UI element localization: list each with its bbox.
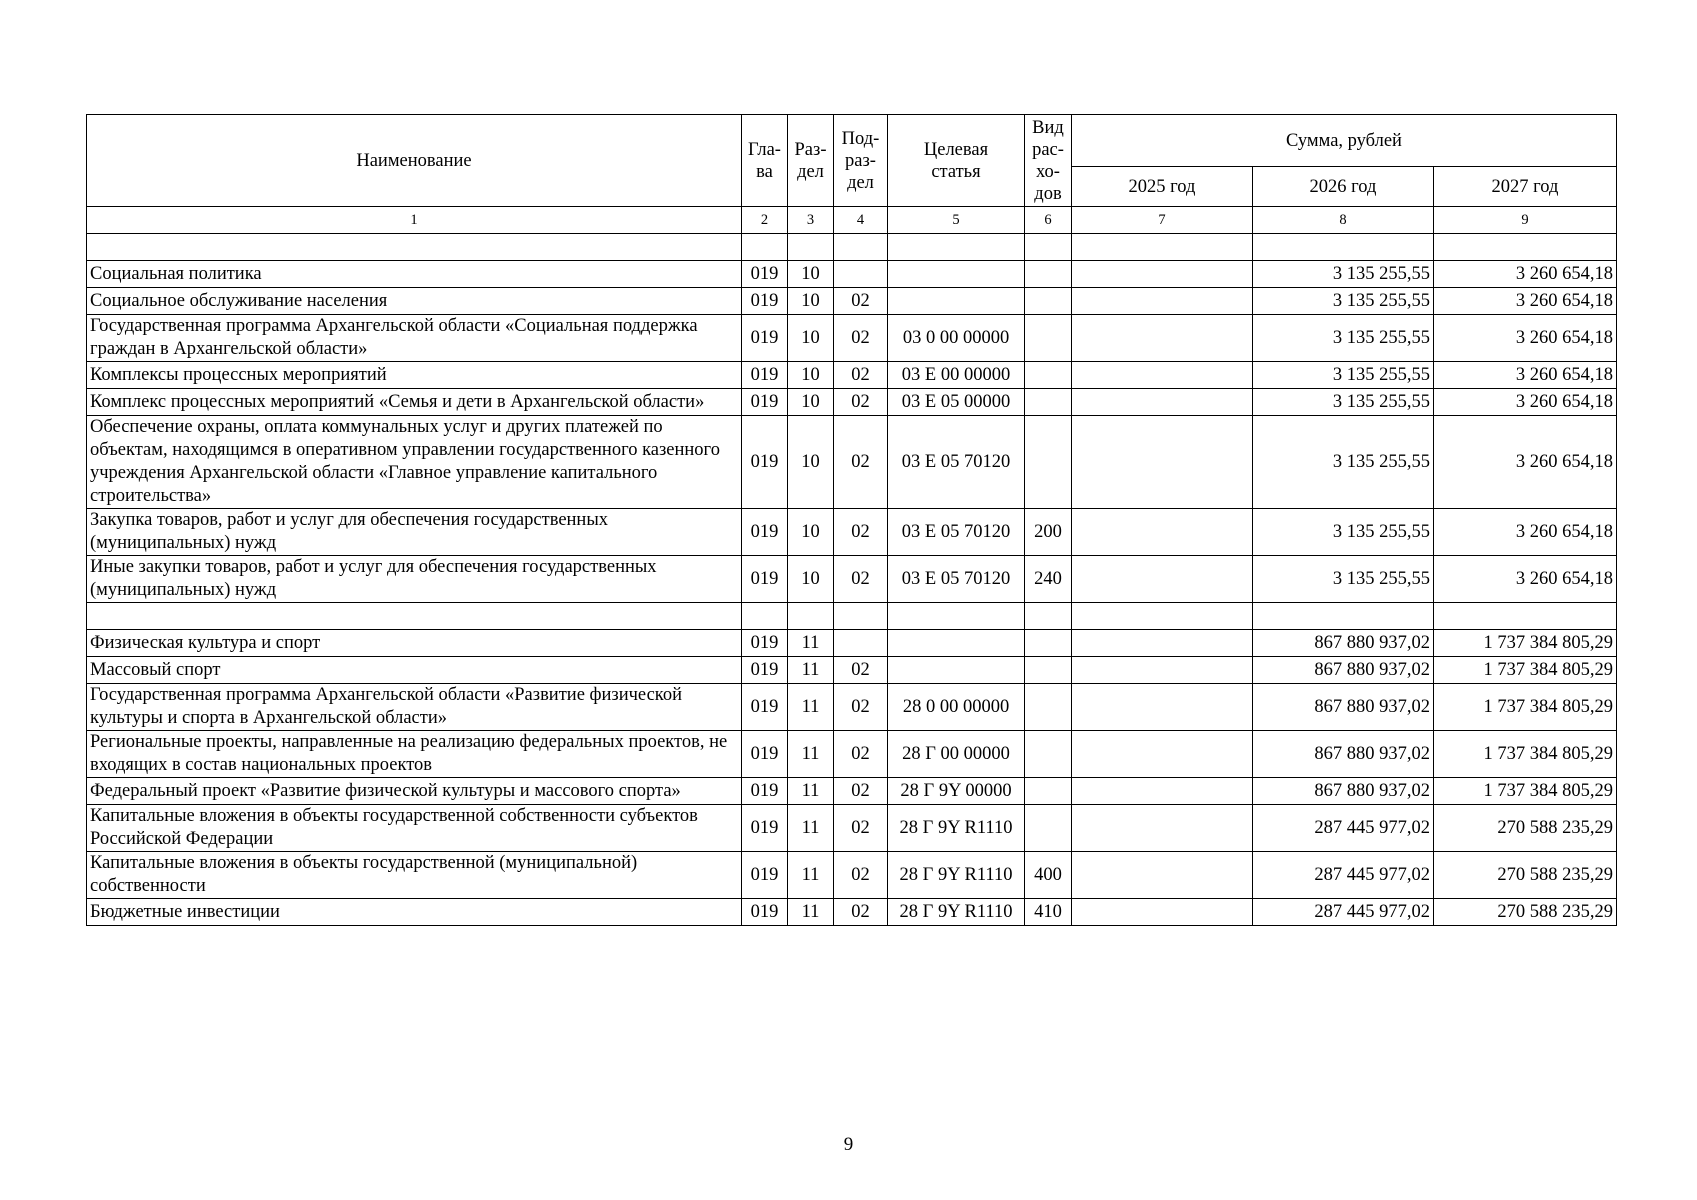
table-row	[87, 389, 1617, 416]
cell-name: Закупка товаров, работ и услуг для обеспечения государственных (муниципальных) нужд	[87, 509, 742, 556]
cell-razdel	[788, 234, 834, 261]
table-row	[87, 731, 1617, 778]
cell-2027	[1434, 234, 1617, 261]
cell-vid	[1025, 805, 1072, 852]
cell-2027: 3 260 654,18	[1434, 261, 1617, 288]
cell-glava: 019	[742, 288, 788, 315]
column-number: 6	[1025, 207, 1072, 234]
cell-glava: 019	[742, 416, 788, 509]
cell-podrazdel: 02	[834, 362, 888, 389]
cell-razdel: 10	[788, 261, 834, 288]
empty-row	[87, 234, 1617, 261]
cell-glava: 019	[742, 805, 788, 852]
cell-2026: 3 135 255,55	[1253, 509, 1434, 556]
cell-celevaya	[888, 234, 1025, 261]
cell-razdel: 10	[788, 416, 834, 509]
cell-name: Социальная политика	[87, 261, 742, 288]
table-row	[87, 556, 1617, 603]
cell-2025	[1072, 805, 1253, 852]
cell-name: Комплексы процессных мероприятий	[87, 362, 742, 389]
cell-podrazdel: 02	[834, 731, 888, 778]
cell-razdel	[788, 603, 834, 630]
cell-name: Региональные проекты, направленные на реализацию федеральных проектов, не входящих в состав национальных проектов	[87, 731, 742, 778]
cell-celevaya: 03 Е 05 70120	[888, 509, 1025, 556]
column-number: 3	[788, 207, 834, 234]
cell-2025	[1072, 261, 1253, 288]
cell-2026: 867 880 937,02	[1253, 778, 1434, 805]
header-year-2027: 2027 год	[1434, 167, 1617, 207]
cell-2027: 1 737 384 805,29	[1434, 630, 1617, 657]
cell-2027: 1 737 384 805,29	[1434, 778, 1617, 805]
cell-2026: 3 135 255,55	[1253, 315, 1434, 362]
cell-2025	[1072, 416, 1253, 509]
header-glava: Гла- ва	[742, 115, 788, 207]
cell-razdel: 10	[788, 362, 834, 389]
column-number: 9	[1434, 207, 1617, 234]
cell-vid	[1025, 315, 1072, 362]
column-number: 7	[1072, 207, 1253, 234]
cell-2027: 3 260 654,18	[1434, 389, 1617, 416]
cell-name: Обеспечение охраны, оплата коммунальных услуг и других платежей по объектам, находящимся в оперативном управлении государственного казенного учреждения Архангельской области «Главное управление капитального строительства»	[87, 416, 742, 509]
cell-razdel: 10	[788, 389, 834, 416]
header-year-2026: 2026 год	[1253, 167, 1434, 207]
page-number: 9	[843, 1134, 854, 1155]
cell-celevaya	[888, 261, 1025, 288]
cell-name: Комплекс процессных мероприятий «Семья и дети в Архангельской области»	[87, 389, 742, 416]
cell-2025	[1072, 899, 1253, 926]
cell-podrazdel: 02	[834, 657, 888, 684]
header-year-2025: 2025 год	[1072, 167, 1253, 207]
cell-glava: 019	[742, 556, 788, 603]
cell-vid	[1025, 603, 1072, 630]
cell-razdel: 11	[788, 630, 834, 657]
header-row-top	[87, 115, 1617, 167]
cell-2026: 3 135 255,55	[1253, 416, 1434, 509]
cell-vid: 240	[1025, 556, 1072, 603]
table-row	[87, 261, 1617, 288]
cell-2027: 3 260 654,18	[1434, 288, 1617, 315]
cell-razdel: 10	[788, 556, 834, 603]
cell-podrazdel: 02	[834, 899, 888, 926]
cell-podrazdel: 02	[834, 416, 888, 509]
cell-2026: 3 135 255,55	[1253, 261, 1434, 288]
cell-name: Капитальные вложения в объекты государственной собственности субъектов Российской Федерации	[87, 805, 742, 852]
column-number: 1	[87, 207, 742, 234]
cell-glava: 019	[742, 509, 788, 556]
cell-glava	[742, 603, 788, 630]
table-row	[87, 288, 1617, 315]
cell-2025	[1072, 684, 1253, 731]
cell-2027: 3 260 654,18	[1434, 509, 1617, 556]
cell-glava: 019	[742, 630, 788, 657]
cell-razdel: 11	[788, 657, 834, 684]
cell-glava: 019	[742, 899, 788, 926]
cell-2026: 3 135 255,55	[1253, 362, 1434, 389]
cell-podrazdel	[834, 234, 888, 261]
cell-2025	[1072, 315, 1253, 362]
cell-2025	[1072, 509, 1253, 556]
cell-name: Социальное обслуживание населения	[87, 288, 742, 315]
cell-2026	[1253, 234, 1434, 261]
table-row	[87, 416, 1617, 509]
header-podrazdel: Под- раз- дел	[834, 115, 888, 207]
cell-podrazdel: 02	[834, 389, 888, 416]
table-row	[87, 778, 1617, 805]
cell-glava: 019	[742, 389, 788, 416]
cell-vid	[1025, 630, 1072, 657]
cell-name: Государственная программа Архангельской области «Развитие физической культуры и спорта в Архангельской области»	[87, 684, 742, 731]
table-body	[87, 234, 1617, 926]
cell-2027: 3 260 654,18	[1434, 416, 1617, 509]
cell-name: Массовый спорт	[87, 657, 742, 684]
cell-razdel: 11	[788, 805, 834, 852]
cell-vid	[1025, 288, 1072, 315]
cell-celevaya	[888, 288, 1025, 315]
cell-2027: 3 260 654,18	[1434, 556, 1617, 603]
cell-celevaya: 28 Г 9Y 00000	[888, 778, 1025, 805]
table-row	[87, 315, 1617, 362]
table-row	[87, 684, 1617, 731]
cell-name	[87, 603, 742, 630]
cell-2027: 270 588 235,29	[1434, 899, 1617, 926]
cell-2026: 3 135 255,55	[1253, 556, 1434, 603]
cell-razdel: 11	[788, 731, 834, 778]
cell-podrazdel: 02	[834, 778, 888, 805]
table-row	[87, 852, 1617, 899]
cell-name: Иные закупки товаров, работ и услуг для обеспечения государственных (муниципальных) нужд	[87, 556, 742, 603]
cell-2026: 867 880 937,02	[1253, 684, 1434, 731]
cell-2025	[1072, 234, 1253, 261]
cell-podrazdel	[834, 261, 888, 288]
cell-2026: 287 445 977,02	[1253, 852, 1434, 899]
cell-celevaya	[888, 657, 1025, 684]
cell-vid	[1025, 389, 1072, 416]
cell-razdel: 11	[788, 778, 834, 805]
cell-podrazdel: 02	[834, 315, 888, 362]
cell-glava: 019	[742, 261, 788, 288]
cell-podrazdel: 02	[834, 509, 888, 556]
cell-podrazdel: 02	[834, 684, 888, 731]
cell-celevaya: 28 Г 9Y R1110	[888, 899, 1025, 926]
cell-celevaya: 03 Е 05 00000	[888, 389, 1025, 416]
cell-podrazdel: 02	[834, 852, 888, 899]
cell-2025	[1072, 731, 1253, 778]
cell-razdel: 11	[788, 852, 834, 899]
cell-celevaya: 03 0 00 00000	[888, 315, 1025, 362]
cell-2026: 3 135 255,55	[1253, 288, 1434, 315]
cell-2025	[1072, 852, 1253, 899]
table-row	[87, 509, 1617, 556]
cell-2027	[1434, 603, 1617, 630]
cell-glava: 019	[742, 684, 788, 731]
cell-2025	[1072, 630, 1253, 657]
cell-2026: 287 445 977,02	[1253, 805, 1434, 852]
header-summa: Сумма, рублей	[1072, 115, 1617, 167]
cell-celevaya: 03 Е 05 70120	[888, 556, 1025, 603]
cell-2026: 287 445 977,02	[1253, 899, 1434, 926]
cell-celevaya: 28 Г 00 00000	[888, 731, 1025, 778]
cell-name: Федеральный проект «Развитие физической культуры и массового спорта»	[87, 778, 742, 805]
cell-vid	[1025, 684, 1072, 731]
cell-2025	[1072, 288, 1253, 315]
budget-table	[86, 114, 1617, 926]
header-vid: Вид рас- хо- дов	[1025, 115, 1072, 207]
cell-2025	[1072, 556, 1253, 603]
cell-glava: 019	[742, 657, 788, 684]
cell-vid	[1025, 234, 1072, 261]
cell-2027: 1 737 384 805,29	[1434, 684, 1617, 731]
cell-glava: 019	[742, 852, 788, 899]
cell-celevaya	[888, 603, 1025, 630]
header-name: Наименование	[87, 115, 742, 207]
cell-2025	[1072, 389, 1253, 416]
cell-2025	[1072, 778, 1253, 805]
cell-2027: 270 588 235,29	[1434, 852, 1617, 899]
empty-row	[87, 603, 1617, 630]
cell-vid	[1025, 778, 1072, 805]
cell-celevaya: 28 0 00 00000	[888, 684, 1025, 731]
cell-glava: 019	[742, 315, 788, 362]
cell-celevaya: 28 Г 9Y R1110	[888, 852, 1025, 899]
table-row	[87, 657, 1617, 684]
cell-name: Капитальные вложения в объекты государственной (муниципальной) собственности	[87, 852, 742, 899]
cell-vid	[1025, 731, 1072, 778]
cell-vid	[1025, 261, 1072, 288]
cell-glava: 019	[742, 778, 788, 805]
cell-podrazdel: 02	[834, 288, 888, 315]
table-row	[87, 362, 1617, 389]
cell-2027: 1 737 384 805,29	[1434, 731, 1617, 778]
cell-vid: 400	[1025, 852, 1072, 899]
cell-celevaya: 03 Е 00 00000	[888, 362, 1025, 389]
header-razdel: Раз- дел	[788, 115, 834, 207]
cell-glava: 019	[742, 362, 788, 389]
cell-2027: 3 260 654,18	[1434, 362, 1617, 389]
cell-razdel: 11	[788, 684, 834, 731]
cell-2026: 867 880 937,02	[1253, 630, 1434, 657]
cell-2025	[1072, 603, 1253, 630]
cell-vid	[1025, 362, 1072, 389]
cell-vid: 410	[1025, 899, 1072, 926]
table-row	[87, 899, 1617, 926]
cell-celevaya	[888, 630, 1025, 657]
cell-name	[87, 234, 742, 261]
cell-2026: 3 135 255,55	[1253, 389, 1434, 416]
cell-razdel: 10	[788, 315, 834, 362]
cell-2026	[1253, 603, 1434, 630]
cell-vid	[1025, 657, 1072, 684]
cell-podrazdel: 02	[834, 805, 888, 852]
cell-2027: 1 737 384 805,29	[1434, 657, 1617, 684]
header-celevaya: Целевая статья	[888, 115, 1025, 207]
cell-2026: 867 880 937,02	[1253, 657, 1434, 684]
cell-vid	[1025, 416, 1072, 509]
cell-vid: 200	[1025, 509, 1072, 556]
cell-2026: 867 880 937,02	[1253, 731, 1434, 778]
cell-2025	[1072, 657, 1253, 684]
table-row	[87, 630, 1617, 657]
column-number: 2	[742, 207, 788, 234]
cell-2027: 3 260 654,18	[1434, 315, 1617, 362]
cell-razdel: 11	[788, 899, 834, 926]
cell-razdel: 10	[788, 288, 834, 315]
table-row	[87, 805, 1617, 852]
cell-name: Физическая культура и спорт	[87, 630, 742, 657]
column-number: 5	[888, 207, 1025, 234]
cell-name: Бюджетные инвестиции	[87, 899, 742, 926]
cell-podrazdel	[834, 603, 888, 630]
cell-podrazdel	[834, 630, 888, 657]
column-number: 4	[834, 207, 888, 234]
cell-celevaya: 28 Г 9Y R1110	[888, 805, 1025, 852]
column-number-row	[87, 207, 1617, 234]
cell-podrazdel: 02	[834, 556, 888, 603]
cell-name: Государственная программа Архангельской области «Социальная поддержка граждан в Архангельской области»	[87, 315, 742, 362]
cell-2027: 270 588 235,29	[1434, 805, 1617, 852]
column-number: 8	[1253, 207, 1434, 234]
cell-glava	[742, 234, 788, 261]
cell-razdel: 10	[788, 509, 834, 556]
cell-glava: 019	[742, 731, 788, 778]
cell-celevaya: 03 Е 05 70120	[888, 416, 1025, 509]
cell-2025	[1072, 362, 1253, 389]
